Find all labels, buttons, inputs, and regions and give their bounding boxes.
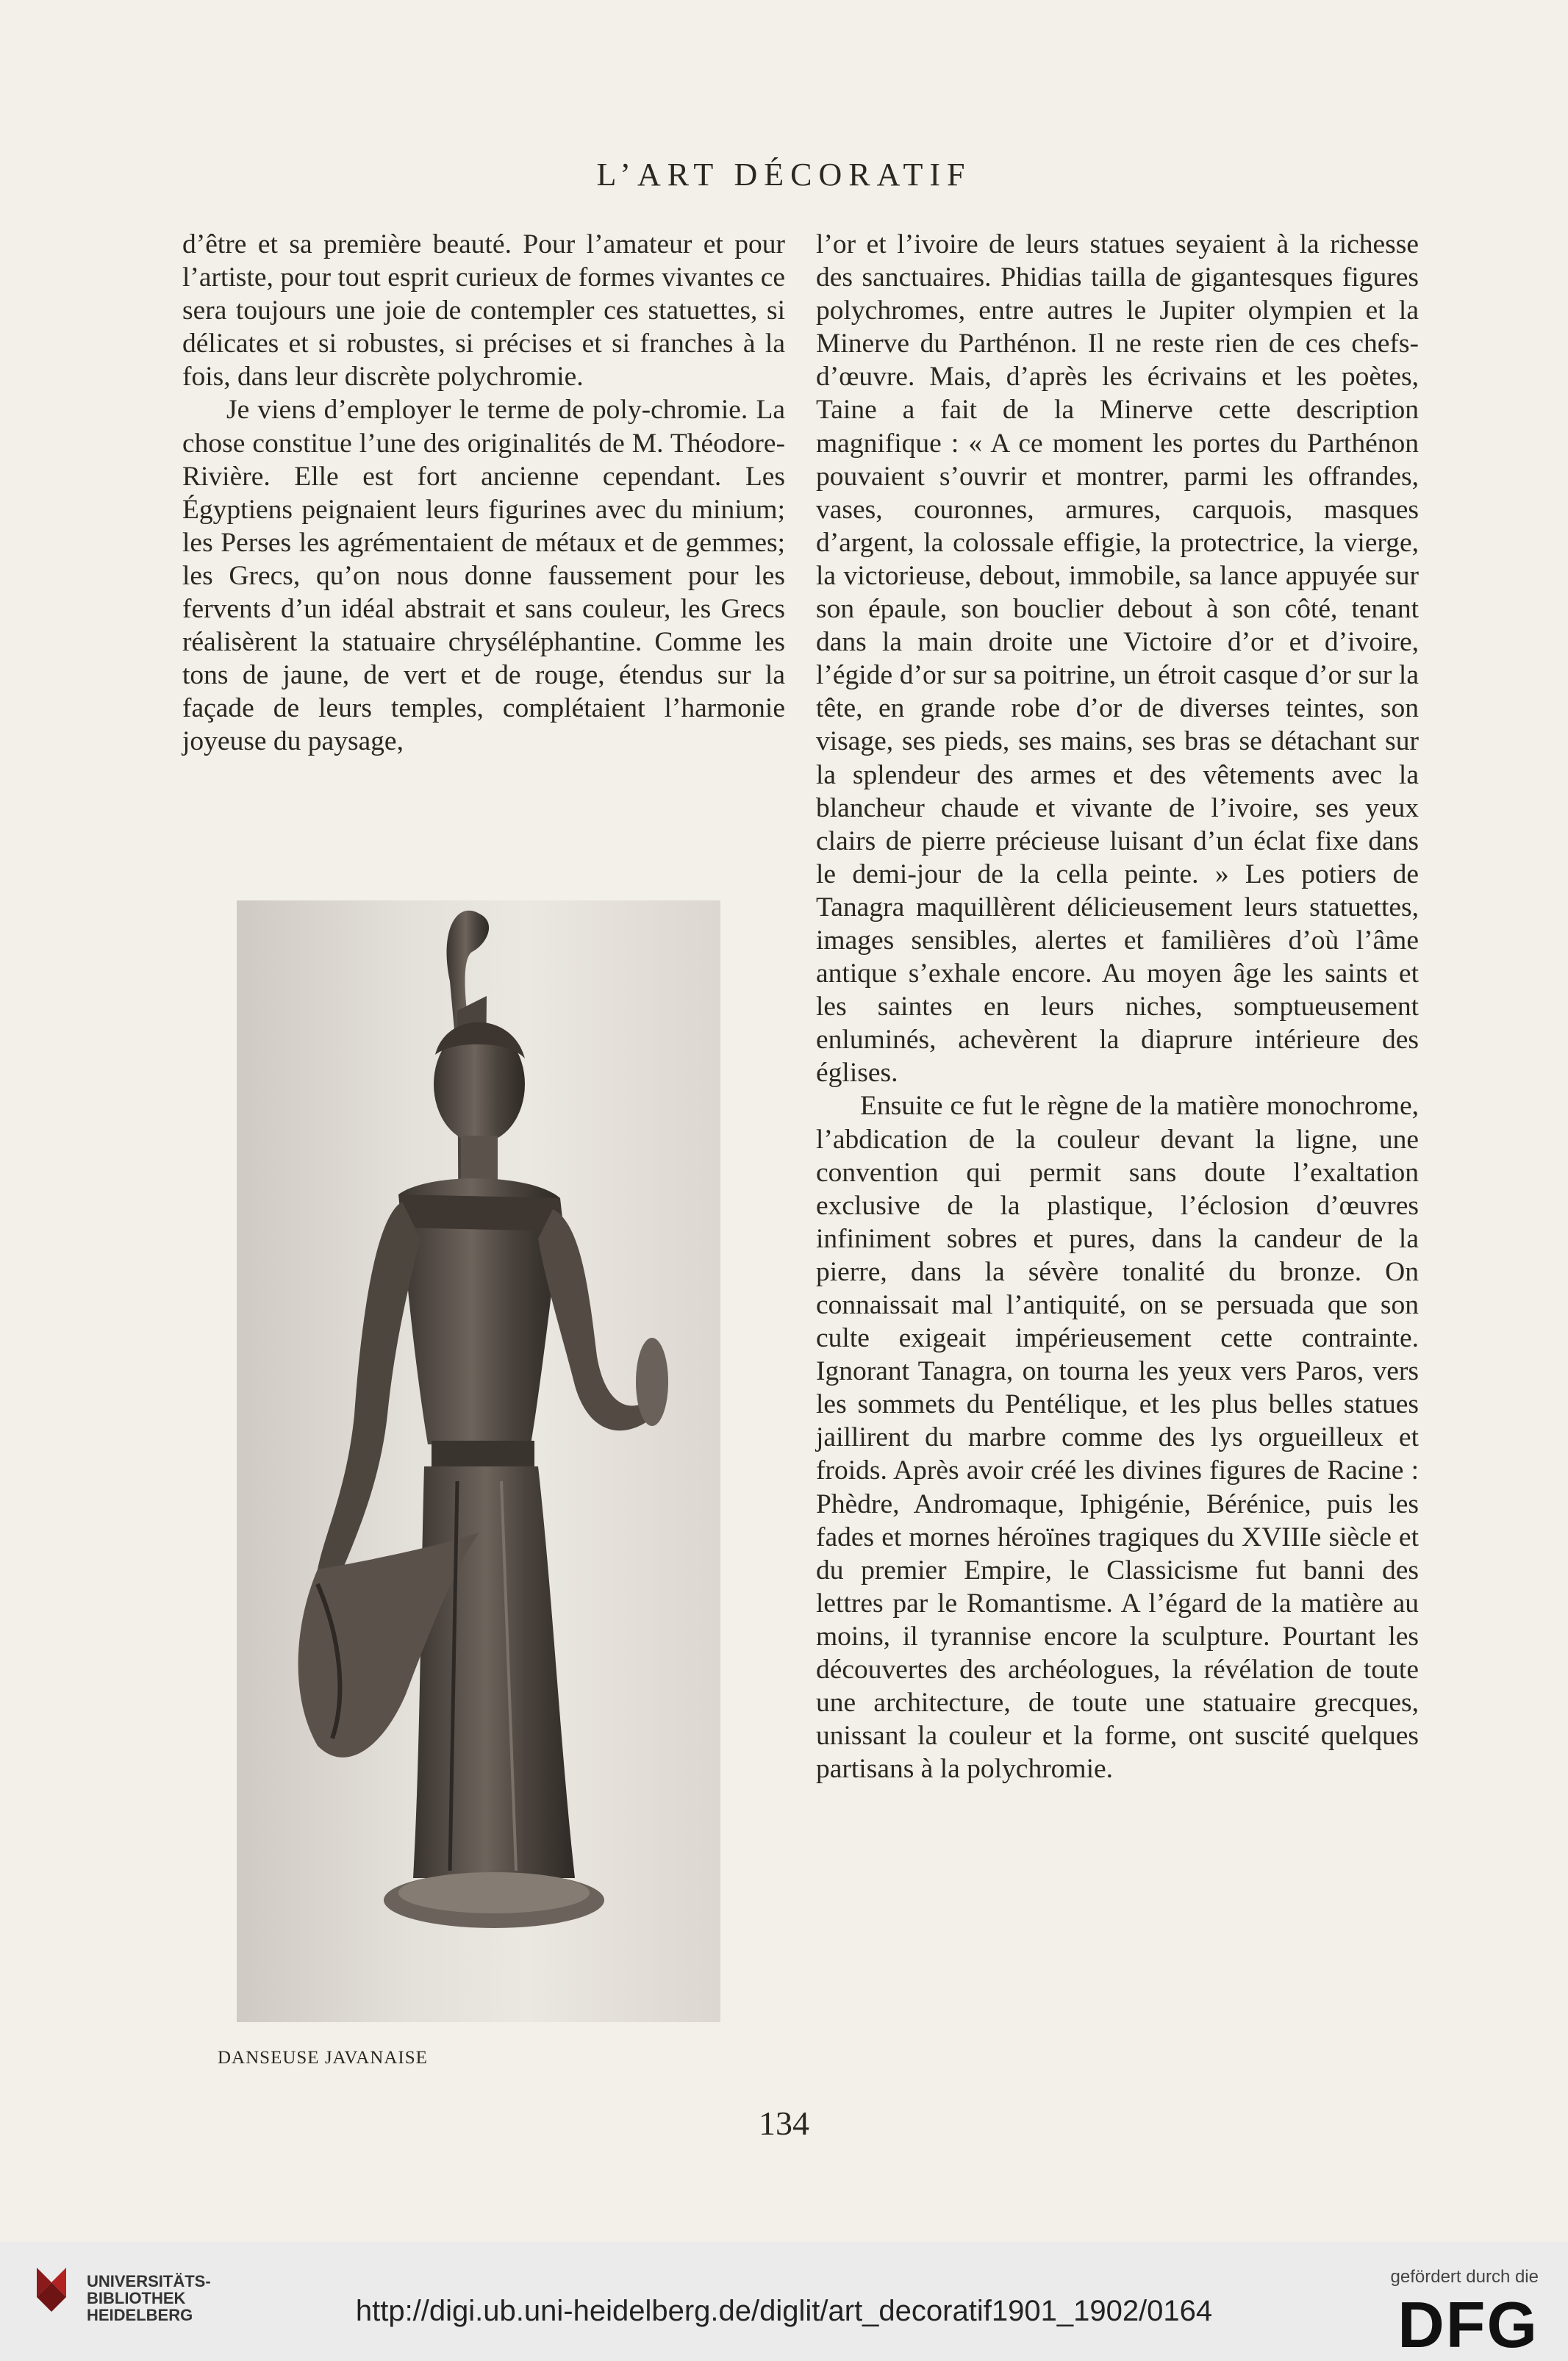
page-number: 134 — [759, 2104, 809, 2142]
left-column — [182, 228, 785, 759]
permalink-url[interactable]: http://digi.ub.uni-heidelberg.de/diglit/art_decoratif1901_1902/0164 — [355, 2295, 1213, 2327]
paragraph: d’être et sa première beauté. Pour l’amateur et pour l’artiste, pour tout esprit curieux de formes vivantes ce sera toujours une joie de contempler ces statuettes, si délicates et si robustes, si précises et si franches à la fois, dans leur discrète polychromie. — [182, 229, 785, 393]
statue-photograph — [237, 900, 720, 2022]
statue-illustration — [237, 900, 720, 2022]
library-name: UNIVERSITÄTS- BIBLIOTHEK HEIDELBERG — [87, 2272, 211, 2324]
funding-note: gefördert durch die — [1390, 2267, 1539, 2287]
paragraph: l’or et l’ivoire de leurs statues seyaient à la richesse des sanctuaires. Phidias tailla de gigantesques figures polychromes, entre autres le Jupiter olympien et la Minerve du Parthénon. Il ne reste rien de ces chefs-d’œuvre. Mais, d’après les écrivains et les poètes, Taine a fait de la Minerve cette description magnifique : « A ce moment les portes du Parthénon pouvaient s’ouvrir et montrer, parmi les offrandes, vases, couronnes, armures, carquois, masques d’argent, la colossale effigie, la protectrice, la vierge, la victorieuse, debout, immobile, sa lance appuyée sur son épaule, son bouclier debout à son côté, tenant dans la main droite une Victoire d’or et d’ivoire, l’égide d’or sur sa poitrine, un étroit casque d’or sur la tête, en grande robe d’or de diverses teintes, son visage, ses pieds, ses mains, ses bras se détachant sur la splendeur des armes et des vêtements avec la blancheur chaude et vivante de l’ivoire, ses yeux clairs de pierre précieuse luisant d’un éclat fixe dans le demi-jour de la cella peinte. » Les potiers de Tanagra maquillèrent délicieusement leurs statuettes, images sensibles, alertes et familières d’où l’âme antique s’exhale encore. Au moyen âge les saints et les saintes en leurs niches, somptueusement enluminés, achevèrent la diaprure intérieure des églises. — [816, 229, 1419, 1089]
footer-bar — [0, 2242, 1568, 2361]
paragraph: Je viens d’employer le terme de poly-chromie. La chose constitue l’une des originalités de M. Théodore-Rivière. Elle est fort ancienne cependant. Les Égyptiens peignaient leurs figurines avec du minium; les Perses les agrémentaient de métaux et de gemmes; les Grecs, qu’on nous donne faussement pour les fervents d’un idéal abstrait et sans couleur, les Grecs réalisèrent la statuaire chryséléphantine. Comme les tons de jaune, de vert et de rouge, étendus sur la façade de leurs temples, complétaient l’harmonie joyeuse du paysage, — [182, 395, 785, 757]
dfg-logo: DFG — [1397, 2288, 1539, 2361]
right-column — [816, 228, 1419, 1785]
figure-caption: DANSEUSE JAVANAISE — [218, 2048, 428, 2068]
paragraph: Ensuite ce fut le règne de la matière monochrome, l’abdication de la couleur devant la ligne, une convention qui permit sans doute l’exaltation exclusive de la plastique, l’éclosion d’œuvres infiniment sobres et pures, dans la candeur de la pierre, dans la sévère tonalité du bronze. On connaissait mal l’antiquité, on se persuada que son culte exigeait impérieusement cette contrainte. Ignorant Tanagra, on tourna les yeux vers Paros, vers les sommets du Pentélique, et les plus belles statues jaillirent du marbre comme des lys orgueilleux et froids. Après avoir créé les divines figures de Racine : Phèdre, Andromaque, Iphigénie, Bérénice, puis les fades et mornes héroïnes tragiques du XVIIIe siècle et du premier Empire, le Classicisme fut banni des lettres par le Romantisme. A l’égard de la matière au moins, il tyrannise encore la sculpture. Pourtant les découvertes des archéologues, la révélation de toute une architecture, de toute une statuaire grecques, unissant la couleur et la forme, ont suscité quelques partisans à la polychromie. — [816, 1091, 1419, 1785]
running-head: L’ART DÉCORATIF — [596, 157, 972, 193]
